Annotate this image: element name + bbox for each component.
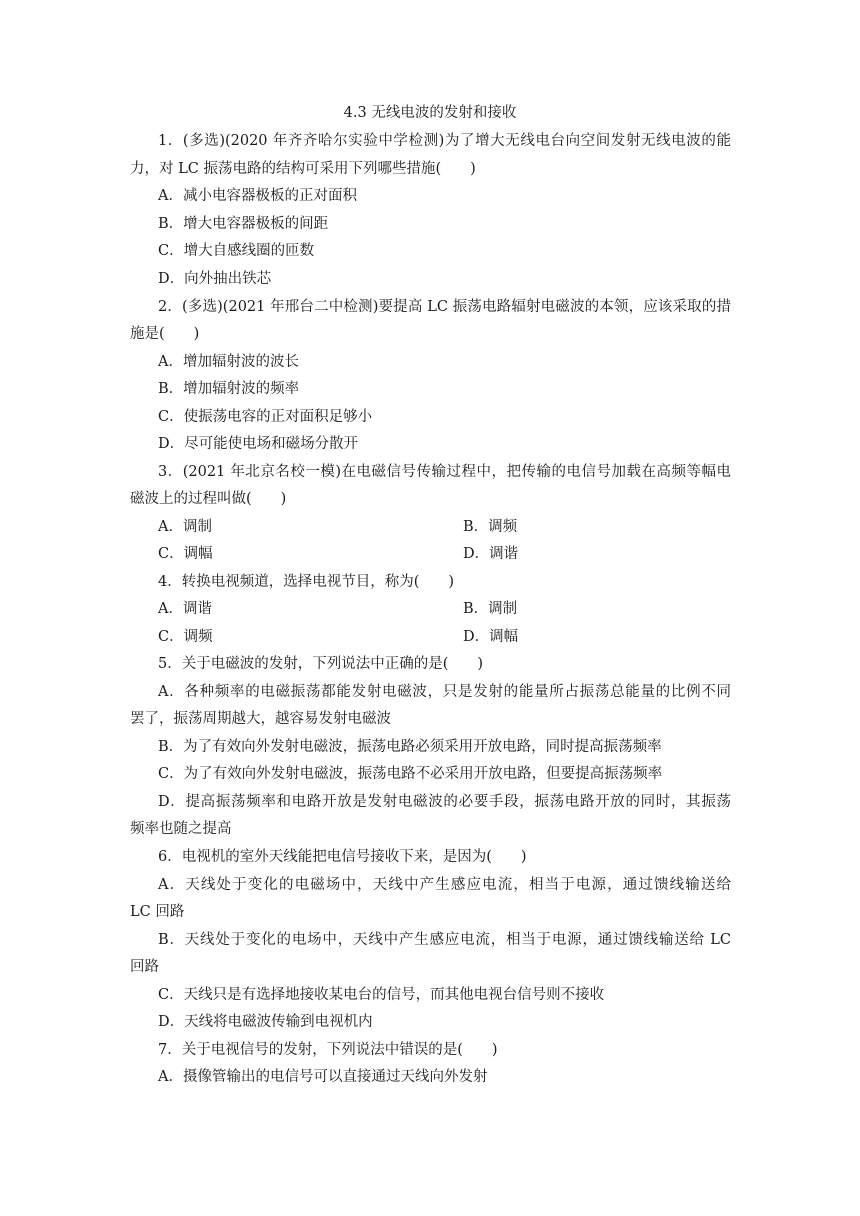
q7-option-a: A．摄像管输出的电信号可以直接通过天线向外发射	[158, 1069, 488, 1085]
q4-option-d: D．调幅	[463, 629, 519, 645]
q6-option-b-line2: 回路	[130, 959, 159, 975]
q3-option-c: C．调幅	[158, 546, 213, 562]
q5-option-d-line1: D．提高振荡频率和电路开放是发射电磁波的必要手段，振荡电路开放的同时，其振荡	[158, 794, 731, 810]
q4-stem: 4．转换电视频道，选择电视节目，称为( )	[158, 574, 455, 590]
q6-option-a-line2: LC 回路	[130, 904, 185, 920]
q3-option-d: D．调谐	[463, 546, 519, 562]
q6-option-d: D．天线将电磁波传输到电视机内	[158, 1014, 373, 1030]
q3-option-a: A．调制	[158, 519, 212, 535]
q2-option-d: D．尽可能使电场和磁场分散开	[158, 436, 359, 452]
q7-stem: 7．关于电视信号的发射，下列说法中错误的是( )	[158, 1042, 498, 1058]
q1-stem-line2: 力，对 LC 振荡电路的结构可采用下列哪些措施( )	[130, 161, 476, 177]
page-title: 4.3 无线电波的发射和接收	[343, 105, 517, 121]
q5-stem: 5．关于电磁波的发射，下列说法中正确的是( )	[158, 656, 484, 672]
q1-option-d: D．向外抽出铁芯	[158, 271, 272, 287]
q5-option-d-line2: 频率也随之提高	[130, 821, 232, 837]
q4-option-c: C．调频	[158, 629, 213, 645]
q2-stem-line2: 施是( )	[130, 326, 200, 342]
q6-option-c: C．天线只是有选择地接收某电台的信号，而其他电视台信号则不接收	[158, 987, 605, 1003]
q3-stem-line2: 磁波上的过程叫做( )	[130, 491, 287, 507]
q1-stem-line1: 1．(多选)(2020 年齐齐哈尔实验中学检测)为了增大无线电台向空间发射无线电波的能	[158, 133, 731, 149]
q1-option-b: B．增大电容器极板的间距	[158, 216, 329, 232]
q5-option-b: B．为了有效向外发射电磁波，振荡电路必须采用开放电路，同时提高振荡频率	[158, 739, 662, 755]
q2-option-c: C．使振荡电容的正对面积足够小	[158, 409, 373, 425]
q5-option-a-line2: 罢了，振荡周期越大，越容易发射电磁波	[130, 711, 391, 727]
q6-option-a-line1: A．天线处于变化的电磁场中，天线中产生感应电流，相当于电源，通过馈线输送给	[158, 877, 731, 893]
q5-option-a-line1: A．各种频率的电磁振荡都能发射电磁波，只是发射的能量所占振荡总能量的比例不同	[158, 684, 731, 700]
q2-option-b: B．增加辐射波的频率	[158, 381, 300, 397]
q5-option-c: C．为了有效向外发射电磁波，振荡电路不必采用开放电路，但要提高振荡频率	[158, 766, 663, 782]
q2-option-a: A．增加辐射波的波长	[158, 354, 299, 370]
q4-option-a: A．调谐	[158, 601, 212, 617]
q3-stem-line1: 3．(2021 年北京名校一模)在电磁信号传输过程中，把传输的电信号加载在高频等幅电	[158, 464, 731, 480]
q1-option-c: C．增大自感线圈的匝数	[158, 243, 315, 259]
q2-stem-line1: 2．(多选)(2021 年邢台二中检测)要提高 LC 振荡电路辐射电磁波的本领，应该采取的措	[158, 299, 731, 315]
q3-option-b: B．调频	[463, 519, 518, 535]
q6-option-b-line1: B．天线处于变化的电场中，天线中产生感应电流，相当于电源，通过馈线输送给 LC	[158, 932, 731, 948]
q4-option-b: B．调制	[463, 601, 518, 617]
q6-stem: 6．电视机的室外天线能把电信号接收下来，是因为( )	[158, 849, 527, 865]
q1-option-a: A．减小电容器极板的正对面积	[158, 188, 357, 204]
